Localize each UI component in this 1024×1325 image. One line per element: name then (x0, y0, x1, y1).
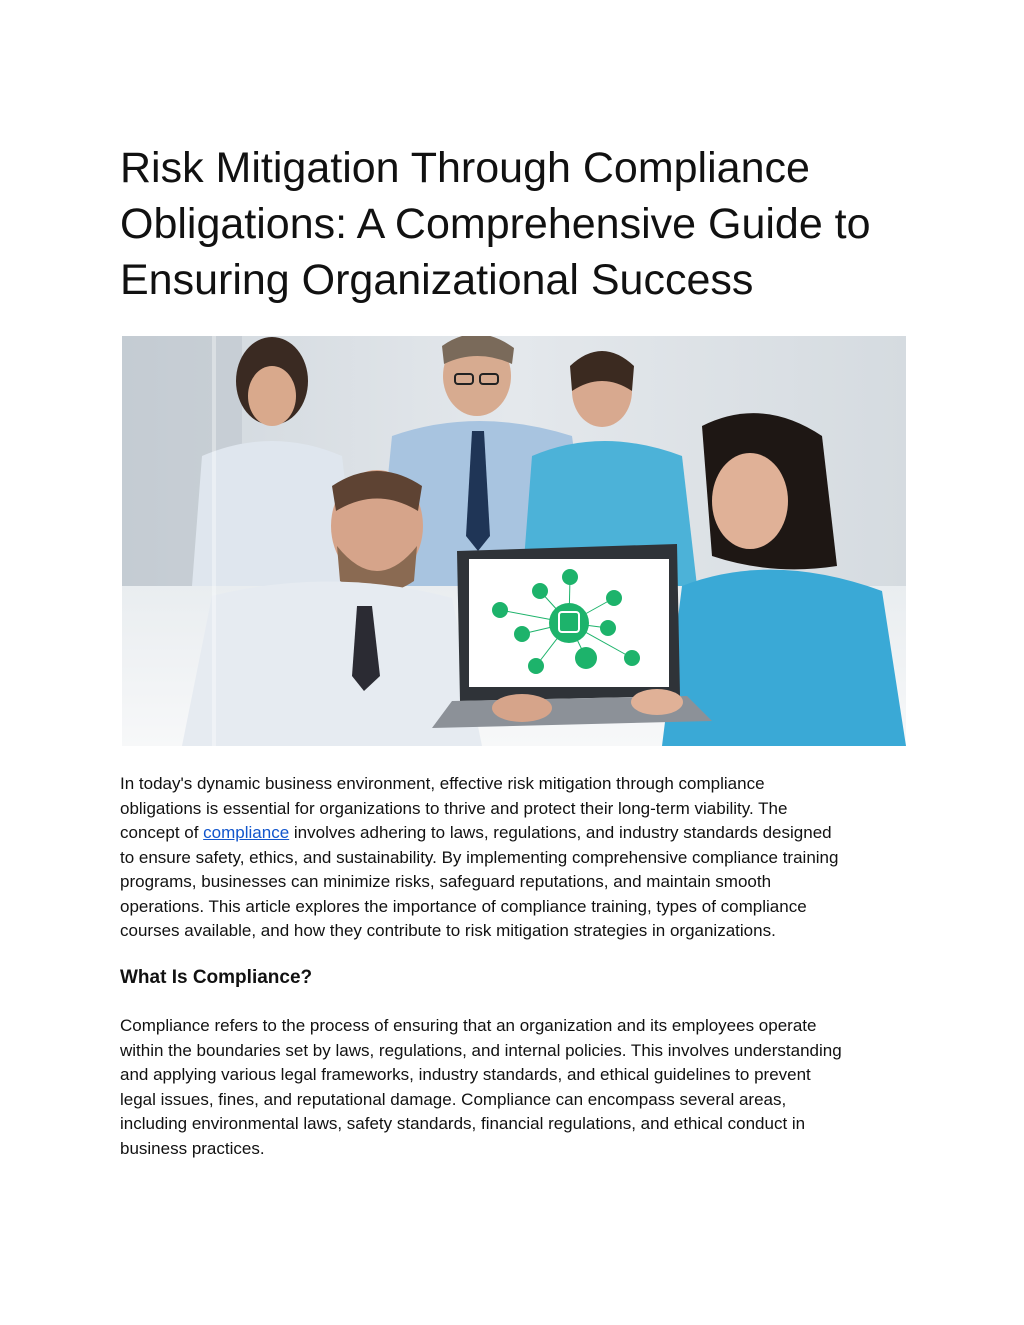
search-icon (624, 650, 640, 666)
intro-paragraph (120, 772, 910, 944)
chart-icon (562, 569, 578, 585)
title-line: Ensuring Organizational Success (120, 256, 754, 304)
compliance-paragraph (120, 1014, 910, 1161)
text-fragment: concept of (120, 823, 204, 842)
text-line: to ensure safety, ethics, and sustainability. By implementing comprehensive compliance training (120, 847, 839, 867)
title-line: Obligations: A Comprehensive Guide to (120, 200, 871, 248)
gear-icon (532, 583, 548, 599)
text-line: including environmental laws, safety standards, financial regulations, and ethical conduct in (120, 1114, 806, 1133)
hero-photo (122, 336, 906, 746)
text-line: and applying various legal frameworks, industry standards, and ethical guidelines to prevent (120, 1065, 811, 1084)
text-line: programs, businesses can minimize risks, safeguard reputations, and maintain smooth (120, 872, 772, 891)
article-title (120, 140, 920, 308)
title-line: Risk Mitigation Through Compliance (120, 144, 810, 192)
text-line: within the boundaries set by laws, regulations, and internal policies. This involves understanding (120, 1040, 842, 1060)
text-line: business practices. (120, 1138, 265, 1158)
document-icon (514, 626, 530, 642)
text-line: Compliance refers to the process of ensuring that an organization and its employees operate (120, 1016, 817, 1035)
text-line: In today's dynamic business environment, effective risk mitigation through compliance (120, 774, 765, 793)
gavel-icon (575, 647, 597, 669)
leaf-icon (606, 590, 622, 606)
text-line: obligations is essential for organizations to thrive and protect their long-term viability. The (120, 798, 788, 818)
dollar-icon (492, 602, 508, 618)
people-icon (528, 658, 544, 674)
compliance-link[interactable]: compliance (203, 823, 290, 842)
text-line: courses available, and how they contribute to risk mitigation strategies in organizations. (120, 921, 776, 940)
section-heading: What Is Compliance? (120, 967, 313, 988)
text-line: operations. This article explores the importance of compliance training, types of compliance (120, 896, 807, 916)
text-line: legal issues, fines, and reputational damage. Compliance can encompass several areas, (120, 1089, 787, 1109)
text-line-with-link (120, 821, 910, 846)
text-fragment: involves adhering to laws, regulations, and industry standards designed (289, 823, 832, 842)
shield-icon (600, 620, 616, 636)
